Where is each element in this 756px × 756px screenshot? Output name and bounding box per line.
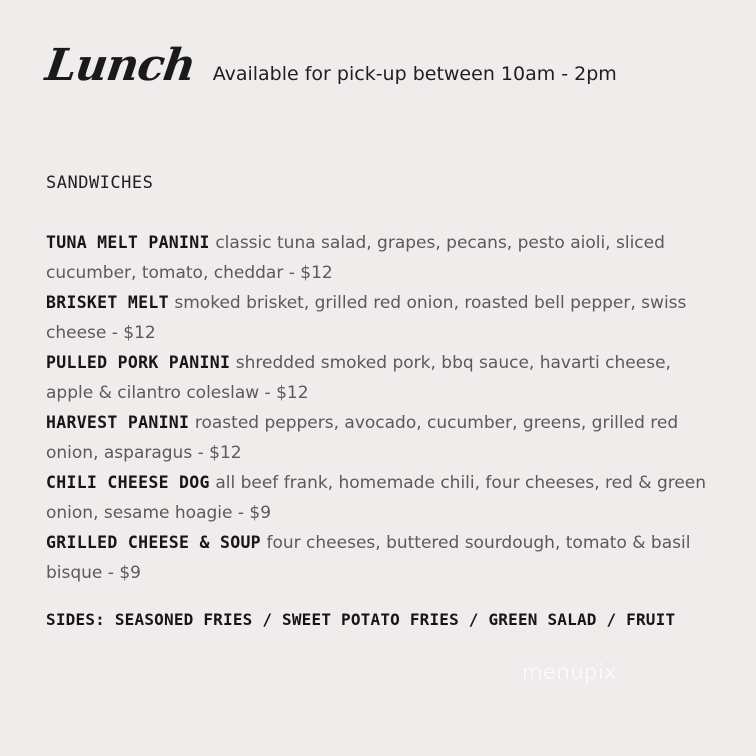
menu-item [46,528,716,588]
menu-item [46,228,716,288]
page-title: Lunch [42,40,199,91]
item-description: four cheeses, buttered sourdough, tomato & basil bisque - $9 [46,533,691,583]
section-heading-sandwiches: SANDWICHES [46,173,154,193]
item-name: GRILLED CHEESE & SOUP [46,533,261,552]
item-description: all beef frank, homemade chili, four cheeses, red & green onion, sesame hoagie - $9 [46,473,707,523]
item-name: TUNA MELT PANINI [46,233,210,252]
item-description: roasted peppers, avocado, cucumber, greens, grilled red onion, asparagus - $12 [46,413,679,463]
menu-header [42,40,617,100]
item-name: BRISKET MELT [46,293,169,312]
item-description: smoked brisket, grilled red onion, roasted bell pepper, swiss cheese - $12 [46,293,687,343]
menu-item [46,348,716,408]
sides-list: SIDES: SEASONED FRIES / SWEET POTATO FRIES / GREEN SALAD / FRUIT [46,610,676,629]
sandwich-list [46,228,716,588]
availability-note: Available for pick-up between 10am - 2pm [212,63,617,85]
menu-item [46,408,716,468]
menu-item [46,468,716,528]
item-description: shredded smoked pork, bbq sauce, havarti cheese, apple & cilantro coleslaw - $12 [46,353,671,403]
item-name: CHILI CHEESE DOG [46,473,210,492]
item-name: PULLED PORK PANINI [46,353,231,372]
item-name: HARVEST PANINI [46,413,190,432]
menu-item [46,288,716,348]
item-description: classic tuna salad, grapes, pecans, pesto aioli, sliced cucumber, tomato, cheddar - $12 [46,233,665,283]
menupix-watermark: menupix [522,660,618,684]
